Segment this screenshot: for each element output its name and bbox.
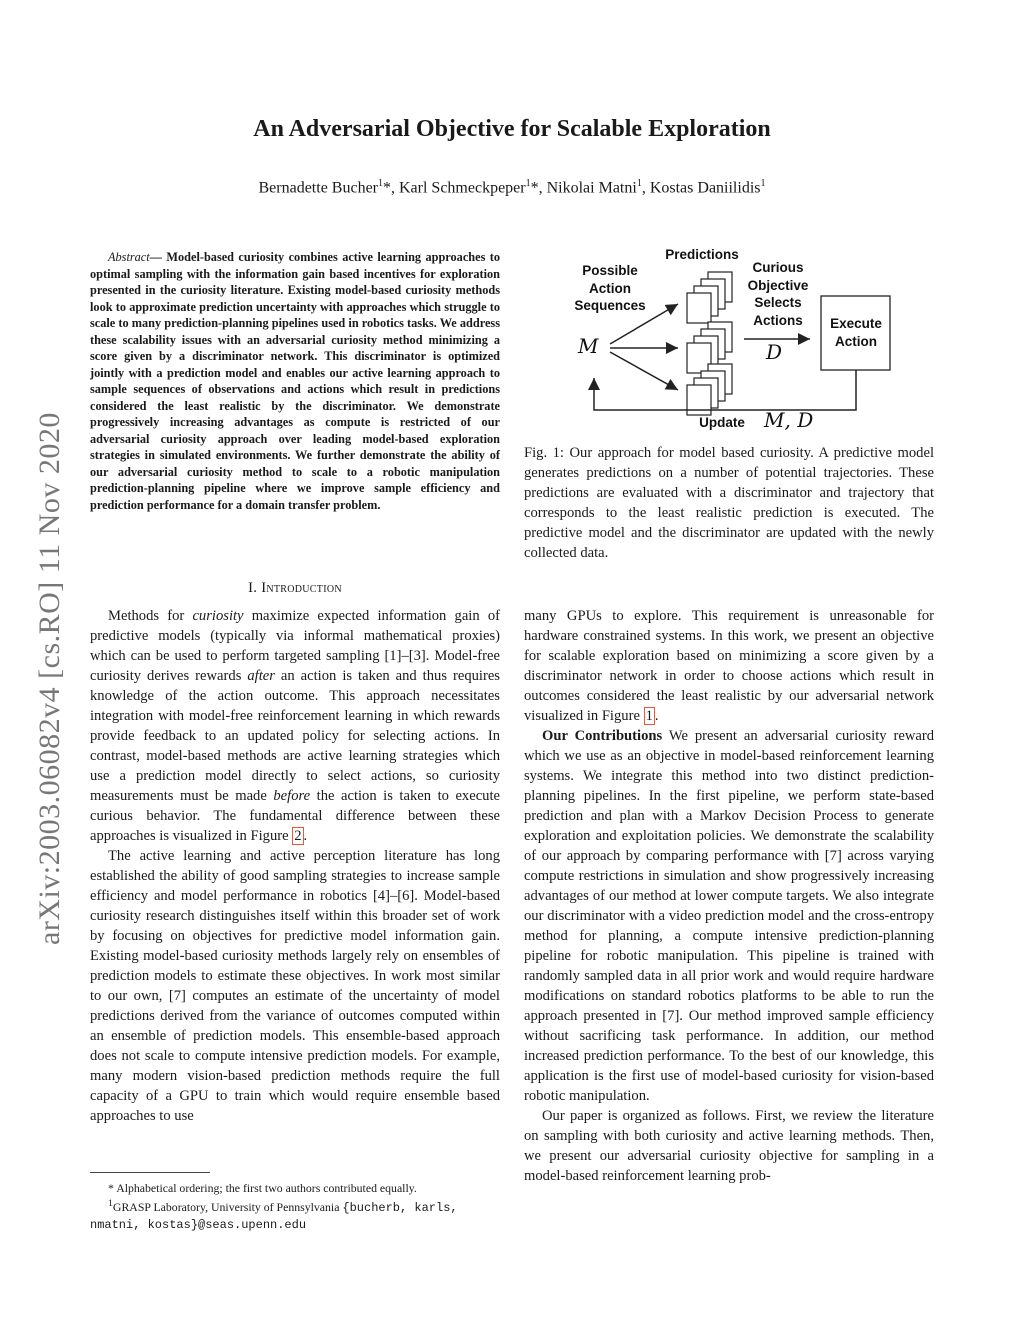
figure-1-link[interactable]: 1 bbox=[645, 708, 653, 724]
text-run: . bbox=[654, 708, 659, 724]
abstract bbox=[90, 249, 500, 513]
footnote-sup: 1 bbox=[108, 1198, 113, 1209]
caption-label: Fig. 1: bbox=[524, 445, 564, 461]
label-curious-objective: Curious Objective Selects Actions bbox=[747, 260, 809, 328]
author-affiliation-sup: 1 bbox=[378, 178, 383, 189]
left-column-body bbox=[90, 606, 500, 1126]
text-run: . bbox=[303, 828, 308, 844]
author-name: Karl Schmeckpeper bbox=[399, 179, 526, 197]
author-name: Nikolai Matni bbox=[546, 179, 637, 197]
abstract-dash: — bbox=[149, 250, 167, 264]
emphasis-after: after bbox=[247, 668, 275, 684]
label-possible-action-sequences: Possible Action Sequences bbox=[574, 263, 646, 313]
emphasis-before: before bbox=[273, 788, 311, 804]
author-name: Kostas Daniilidis bbox=[649, 179, 761, 197]
footnotes bbox=[90, 1180, 510, 1233]
caption-text: Our approach for model based curiosity. A predictive model generates predictions on a number of potential trajectories. These predictions are evaluated with a discriminator and trajectory that corresponds to the least realistic prediction is executed. The predictive model and the discriminator are updated with the newly collected data. bbox=[524, 445, 934, 561]
author-affiliation-sup: 1 bbox=[760, 178, 766, 189]
author-name: Bernadette Bucher bbox=[258, 179, 378, 197]
figure-1-diagram bbox=[560, 242, 910, 442]
text-run: the action is taken to execute curious behavior. The fundamental difference between these approaches is visualized in Figure bbox=[90, 788, 501, 844]
section-heading-introduction bbox=[90, 580, 500, 597]
label-predictions: Predictions bbox=[665, 247, 739, 262]
text-run: maximize expected information gain of predictive models (typically via informal mathematical proxies) which can be used to perform targeted sampling [1]–[3]. Model-free curiosity derives rewards bbox=[90, 608, 500, 684]
footnote-equal-contribution: * Alphabetical ordering; the first two authors contributed equally. bbox=[108, 1181, 417, 1195]
abstract-text: Model-based curiosity combines active learning approaches to optimal sampling with the information gain based incentives for exploration presented in the curiosity literature. Existing model-based curiosity methods look to approximate prediction uncertainty with approaches which struggle to scale to many prediction-planning pipelines used in robotics tasks. We address these scalability issues with an adversarial curiosity method minimizing a score given by a discriminator network. This discriminator is optimized jointly with a prediction model and enables our active learning approach to sample sequences of observations and actions which result in predictions considered the least realistic by the discriminator. We demonstrate progressively increasing advantages as compute is restricted of our adversarial curiosity approach over leading model-based exploration strategies in simulated environments. We further demonstrate the ability of our adversarial curiosity method to scale to a robotic manipulation prediction-planning pipeline where we improve sample efficiency and prediction performance for a domain transfer problem. bbox=[90, 250, 501, 512]
symbol-discriminator: D bbox=[766, 340, 783, 364]
abstract-label: Abstract bbox=[108, 250, 150, 264]
section-title: Introduction bbox=[261, 580, 342, 596]
author-emails: {bucherb, karls, nmatni, kostas}@seas.upenn.edu bbox=[90, 1200, 458, 1232]
intro-paragraph-1 bbox=[90, 606, 500, 846]
affiliation-text: GRASP Laboratory, University of Pennsylvania bbox=[112, 1199, 343, 1214]
author-list bbox=[0, 178, 1024, 197]
author-affiliation-sup: 1 bbox=[636, 178, 642, 189]
emphasis-curiosity: curiosity bbox=[192, 608, 244, 624]
footnote-affiliation bbox=[90, 1196, 510, 1233]
arxiv-identifier: arXiv:2003.06082v4 [cs.RO] 11 Nov 2020 bbox=[33, 412, 66, 945]
label-update: Update bbox=[699, 415, 745, 430]
intro-paragraph-2: The active learning and active perception literature has long established the ability of good sampling strategies to increase sample efficiency and model performance in robotics [4]–[6]. Model-based curiosity research distinguishes itself within this broader set of work by focusing on objectives for predictive model information gain. Existing model-based curiosity methods largely rely on ensembles of prediction models to estimate these objectives. In work most similar to our own, [7] computes an estimate of the uncertainty of model predictions derived from the variance of outcomes computed within an ensemble of prediction models. This ensemble-based approach does not scale to compute intensive prediction models. For example, many modern vision-based prediction methods require the full capacity of a GPU to train which would require ensemble based approaches to use bbox=[90, 848, 500, 1124]
author-separator: *, bbox=[530, 179, 547, 197]
symbol-model: M bbox=[578, 334, 599, 358]
text-run: We present an adversarial curiosity reward which we use as an objective in model-based reinforcement learning systems. We integrate this method into two distinct prediction-planning pipelines. In the first pipeline, we perform state-based prediction and plan with a Markov Decision Process to generate exploration and exploitation policies. We demonstrate the scalability of our approach by comparing performance with [7] across varying compute restrictions in simulation and show progressively increasing advantages of our method at lower compute targets. We also integrate our discriminator with a video prediction model and the cross-entropy method for planning, a compute intensive prediction-planning pipeline for robotic manipulation. This pipeline is trained with randomly sampled data in all prior work and would require hardware modifications on standard robotics platforms to be able to run the approach presented in [7]. Our method improved sample efficiency without sacrificing task performance. In addition, our method increased prediction performance. To the best of our knowledge, this application is the first use of model-based curiosity for vision-based robotic manipulation. bbox=[524, 728, 934, 1104]
label-execute-action: Execute Action bbox=[830, 316, 882, 349]
author-affiliation-sup: 1 bbox=[525, 178, 531, 189]
section-number: I. bbox=[248, 580, 258, 596]
symbol-update-model-discriminator: M, D bbox=[764, 408, 814, 432]
text-run: many GPUs to explore. This requirement is unreasonable for hardware constrained systems. In this work, we present an objective for scalable exploration based on minimizing a score given by a discriminator network in order to choose actions which result in outcomes considered the least realistic by our adversarial network visualized in Figure bbox=[524, 608, 934, 724]
paper-title: An Adversarial Objective for Scalable Exploration bbox=[253, 116, 771, 142]
organization-paragraph: Our paper is organized as follows. First, we review the literature on sampling with both curiosity and active learning methods. Then, we present our adversarial curiosity objective for sampling in a model-based reinforcement learning prob- bbox=[524, 1108, 934, 1184]
contributions-heading: Our Contributions bbox=[542, 728, 663, 744]
author-separator: , bbox=[641, 179, 650, 197]
figure-1-caption bbox=[524, 443, 934, 563]
footnote-rule bbox=[90, 1172, 210, 1173]
right-column-body bbox=[524, 606, 934, 1186]
contributions-paragraph bbox=[524, 726, 934, 1106]
arrow-to-bottom-stack bbox=[610, 352, 678, 390]
prediction-stack-top bbox=[687, 272, 732, 323]
text-run: Methods for bbox=[108, 608, 193, 624]
author-separator: *, bbox=[383, 179, 399, 197]
intro-paragraph-3 bbox=[524, 606, 934, 726]
text-run: an action is taken and thus requires knowledge of the action outcome. This approach necessitates integration with model-free reinforcement learning in which rewards provide feedback to an updated policy for selecting actions. In contrast, model-based methods are active learning strategies which use a prediction model directly to select actions, so curiosity measurements must be made bbox=[90, 668, 500, 804]
figure-2-link[interactable]: 2 bbox=[294, 828, 302, 844]
